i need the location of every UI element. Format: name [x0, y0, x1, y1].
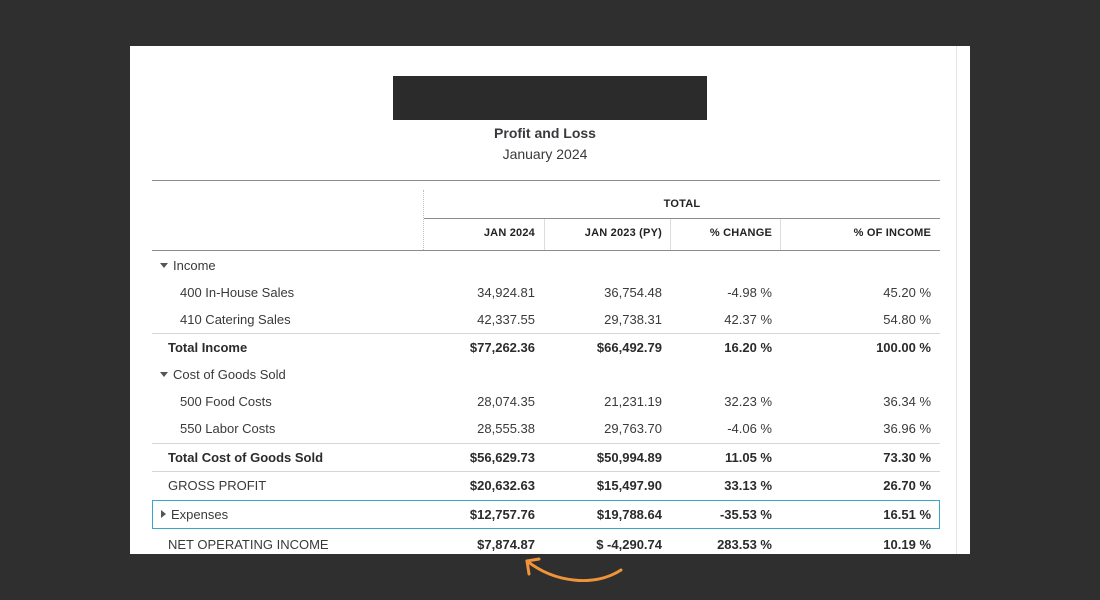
- cell-percent-change: -4.98 %: [727, 285, 772, 300]
- column-header-jan-2023-py[interactable]: JAN 2023 (PY): [584, 227, 662, 239]
- row-label[interactable]: 550 Labor Costs: [180, 421, 276, 436]
- cell-percent-change: -35.53 %: [719, 507, 772, 522]
- cell-jan-2023-py[interactable]: $19,788.64: [596, 507, 662, 522]
- income-section-toggle[interactable]: [160, 258, 216, 273]
- cell-jan-2024[interactable]: $12,757.76: [469, 507, 535, 522]
- report-title: Profit and Loss: [494, 125, 596, 141]
- cell-jan-2024[interactable]: $56,629.73: [469, 450, 535, 465]
- cell-percent-of-income: 36.34 %: [883, 394, 931, 409]
- cell-jan-2023-py[interactable]: 21,231.19: [604, 394, 662, 409]
- cell-percent-of-income: 36.96 %: [883, 421, 931, 436]
- cell-jan-2024[interactable]: $77,262.36: [469, 340, 535, 355]
- row-total-cogs[interactable]: [152, 444, 940, 471]
- cell-percent-of-income: 73.30 %: [883, 450, 931, 465]
- cell-jan-2024[interactable]: 28,555.38: [477, 421, 535, 436]
- cell-percent-of-income: 16.51 %: [883, 507, 931, 522]
- cell-percent-of-income: 26.70 %: [883, 478, 931, 493]
- cell-percent-change: 42.37 %: [724, 312, 772, 327]
- cell-jan-2024[interactable]: $20,632.63: [469, 478, 535, 493]
- expenses-section-toggle[interactable]: [161, 507, 228, 522]
- cell-jan-2023-py[interactable]: $50,994.89: [596, 450, 662, 465]
- row-500-food-costs[interactable]: [152, 388, 940, 415]
- cell-percent-change: 283.53 %: [717, 537, 772, 552]
- redacted-company-name: [393, 76, 707, 120]
- cell-jan-2024[interactable]: $7,874.87: [477, 537, 535, 552]
- cell-jan-2024[interactable]: 34,924.81: [477, 285, 535, 300]
- row-label: Total Cost of Goods Sold: [168, 450, 324, 465]
- report-sheet: [130, 46, 970, 554]
- cell-percent-change: 16.20 %: [724, 340, 772, 355]
- row-label: Cost of Goods Sold: [173, 367, 286, 382]
- sheet-edge: [956, 46, 957, 554]
- cell-jan-2023-py[interactable]: 29,763.70: [604, 421, 662, 436]
- annotation-arrow-icon: [515, 545, 635, 593]
- cell-jan-2024[interactable]: 42,337.55: [477, 312, 535, 327]
- cell-percent-of-income: 10.19 %: [883, 537, 931, 552]
- row-label: GROSS PROFIT: [168, 478, 267, 493]
- row-label: Total Income: [168, 340, 248, 355]
- row-total-income[interactable]: [152, 334, 940, 361]
- header-bottom-rule: [152, 250, 940, 251]
- caret-down-icon[interactable]: [160, 372, 168, 377]
- column-header-percent-of-income[interactable]: % OF INCOME: [853, 227, 931, 239]
- row-label[interactable]: 500 Food Costs: [180, 394, 272, 409]
- row-label: Income: [173, 258, 216, 273]
- report-period: January 2024: [502, 146, 588, 162]
- total-group-rule: [424, 218, 940, 219]
- column-header-jan-2024[interactable]: JAN 2024: [483, 227, 535, 239]
- row-label: Expenses: [171, 507, 229, 522]
- cogs-section-toggle[interactable]: [160, 367, 286, 382]
- cell-jan-2023-py[interactable]: 36,754.48: [604, 285, 662, 300]
- cell-percent-of-income: 45.20 %: [883, 285, 931, 300]
- row-cogs-section[interactable]: [152, 361, 940, 388]
- row-expenses-collapsed[interactable]: [152, 500, 940, 529]
- top-rule: [152, 180, 940, 181]
- cell-percent-change: 33.13 %: [724, 478, 772, 493]
- row-gross-profit[interactable]: [152, 472, 940, 499]
- row-label[interactable]: 400 In-House Sales: [180, 285, 295, 300]
- cell-jan-2023-py[interactable]: $15,497.90: [596, 478, 662, 493]
- caret-down-icon[interactable]: [160, 263, 168, 268]
- cell-jan-2023-py[interactable]: $ -4,290.74: [596, 537, 662, 552]
- caret-right-icon[interactable]: [161, 510, 166, 518]
- row-label: NET OPERATING INCOME: [168, 537, 329, 552]
- cell-jan-2024[interactable]: 28,074.35: [477, 394, 535, 409]
- row-550-labor-costs[interactable]: [152, 415, 940, 442]
- row-label[interactable]: 410 Catering Sales: [180, 312, 291, 327]
- cell-percent-change: 32.23 %: [724, 394, 772, 409]
- row-400-in-house-sales[interactable]: [152, 279, 940, 306]
- cell-jan-2023-py[interactable]: $66,492.79: [596, 340, 662, 355]
- column-header-percent-change[interactable]: % CHANGE: [709, 227, 772, 239]
- row-income-section[interactable]: [152, 252, 940, 279]
- total-column-group-header: TOTAL: [663, 198, 701, 210]
- cell-percent-change: 11.05 %: [725, 450, 772, 465]
- cell-percent-of-income: 100.00 %: [876, 340, 931, 355]
- cell-jan-2023-py[interactable]: 29,738.31: [604, 312, 662, 327]
- cell-percent-of-income: 54.80 %: [883, 312, 931, 327]
- cell-percent-change: -4.06 %: [727, 421, 772, 436]
- row-410-catering-sales[interactable]: [152, 306, 940, 333]
